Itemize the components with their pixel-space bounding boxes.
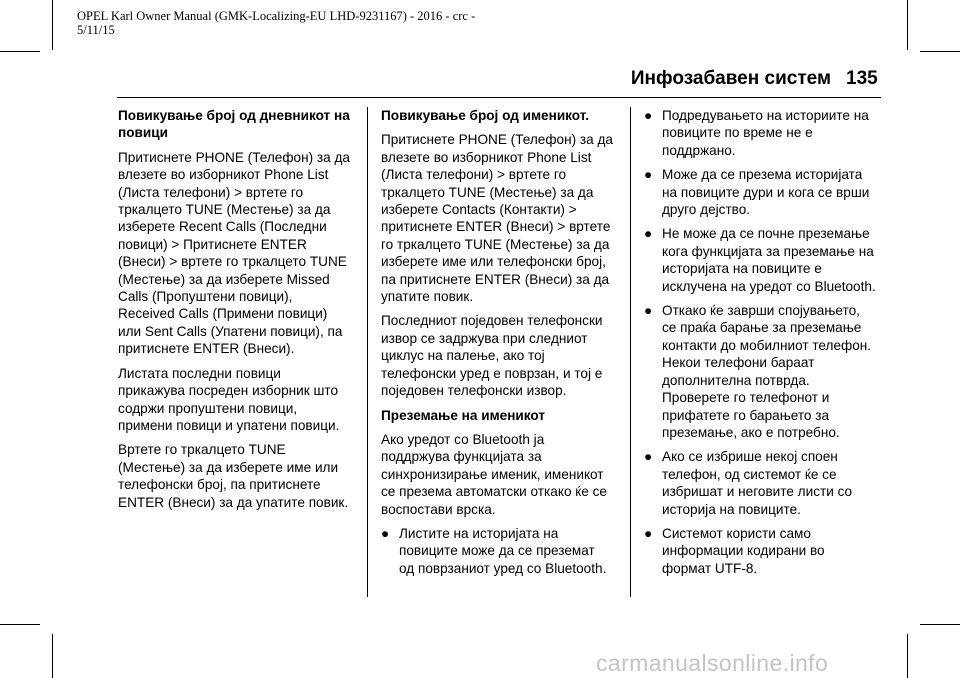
list-item-text: Листите на историјата на повиците може да се преземат од поврзаниот уред со Bluetooth. xyxy=(399,525,607,576)
bullet-icon: ● xyxy=(644,525,653,541)
col1-paragraph-3: Вртете го тркалцето TUNE (Местење) за да изберете име или телефонски број, па притиснете ENTER (Внеси) за да упатите повик. xyxy=(118,442,349,510)
crop-mark-top-right xyxy=(907,0,908,50)
list-item xyxy=(644,525,876,577)
crop-mark-left-upper xyxy=(0,51,40,52)
list-item xyxy=(644,302,876,441)
column-3 xyxy=(644,107,876,584)
document-meta-line-2: 5/11/15 xyxy=(77,23,115,37)
page-number: 135 xyxy=(846,68,878,89)
bullet-icon: ● xyxy=(644,108,653,123)
crop-mark-left-lower xyxy=(0,624,40,625)
crop-mark-top-left xyxy=(52,0,53,50)
list-item-text: Подредувањето на историите на повиците по време не е поддржано. xyxy=(662,108,869,158)
column-1 xyxy=(118,107,350,518)
crop-mark-bottom-left xyxy=(52,634,53,678)
col2-heading: Повикување број од именикот. xyxy=(381,108,590,123)
header-rule xyxy=(117,97,881,98)
col3-bullet-list xyxy=(644,107,876,577)
col2-paragraph-2: Последниот поједовен телефонски извор се задржува при следниот циклус на палење, ако тој телефонски уред е поврзан, и тој е поједовен телефонски извор. xyxy=(381,313,603,399)
bullet-icon: ● xyxy=(381,525,390,541)
list-item xyxy=(644,107,876,159)
list-item-text: Откако ќе заврши спојувањето, се праќа барање за преземање контакти до мобилниот телефон. Некои телефони бараат дополнителна потврда. Проверете го телефонот и прифатете го барањето за преземање, ако е потребно. xyxy=(662,303,872,440)
col1-paragraph-1: Притиснете PHONE (Телефон) за да влезете во изборникот Phone List (Листа телефони) > вртете го тркалцето TUNE (Местење) за да изберете Recent Calls (Последни повици) > Притиснете ENTER (Внеси) > вртете го тркалцето TUNE (Местење) за да изберете Missed Calls (Пропуштени повици), Received Calls (Примени повици) или Sent Calls (Упатени повици), па притиснете ENTER (Внеси). xyxy=(118,149,350,357)
document-meta xyxy=(77,9,537,37)
crop-mark-right-upper xyxy=(920,51,960,52)
document-meta-line-1: OPEL Karl Owner Manual (GMK-Localizing-EU LHD-9231167) - 2016 - crc - xyxy=(77,9,476,23)
list-item xyxy=(644,448,876,518)
column-2 xyxy=(381,107,613,584)
col2-bullet-list xyxy=(381,525,613,577)
watermark: carmanualsonline.info xyxy=(596,650,829,676)
column-separator-1 xyxy=(367,107,368,597)
col1-heading: Повикување број од дневникот на повици xyxy=(118,108,350,141)
bullet-icon: ● xyxy=(644,226,653,242)
section-title: Инфозабавен систем xyxy=(630,68,831,89)
col1-paragraph-2: Листата последни повици прикажува посреден изборник што содржи пропуштени повици, примени повици и упатени повици. xyxy=(118,365,340,433)
column-separator-2 xyxy=(630,107,631,597)
crop-mark-bottom-right xyxy=(907,634,908,678)
bullet-icon: ● xyxy=(644,449,653,465)
bullet-icon: ● xyxy=(644,167,653,183)
list-item xyxy=(381,525,613,577)
list-item-text: Не може да се почне преземање кога функцијата за преземање на историјата на повиците е исклучена на уредот со Bluetooth. xyxy=(662,226,876,294)
list-item-text: Може да се презема историјата на повиците дури и кога се врши друго дејство. xyxy=(662,167,870,218)
list-item xyxy=(644,225,876,295)
crop-mark-right-lower xyxy=(920,624,960,625)
list-item-text: Ако се избрише некој споен телефон, од системот ќе се избришат и неговите листи со историја на повиците. xyxy=(662,449,853,517)
col2-heading-2: Преземање на именикот xyxy=(381,407,546,423)
list-item xyxy=(644,166,876,218)
list-item-text: Системот користи само информации кодирани во формат UTF-8. xyxy=(662,525,825,576)
bullet-icon: ● xyxy=(644,303,653,319)
col2-paragraph-1: Притиснете PHONE (Телефон) за да влезете во изборникот Phone List (Листа телефони) > вртете го тркалцето TUNE (Местење) за да изберете Contacts (Контакти) > притиснете ENTER (Внеси) > вртете го тркалцето TUNE (Местење) за да изберете име или телефонски број, па притиснете ENTER (Внеси) за да упатите повик. xyxy=(381,132,613,305)
col2-paragraph-3: Ако уредот со Bluetooth ја поддржува функцијата за синхронизирање именик, именикот се презема автоматски откако ќе се воспостави врска. xyxy=(381,431,607,517)
